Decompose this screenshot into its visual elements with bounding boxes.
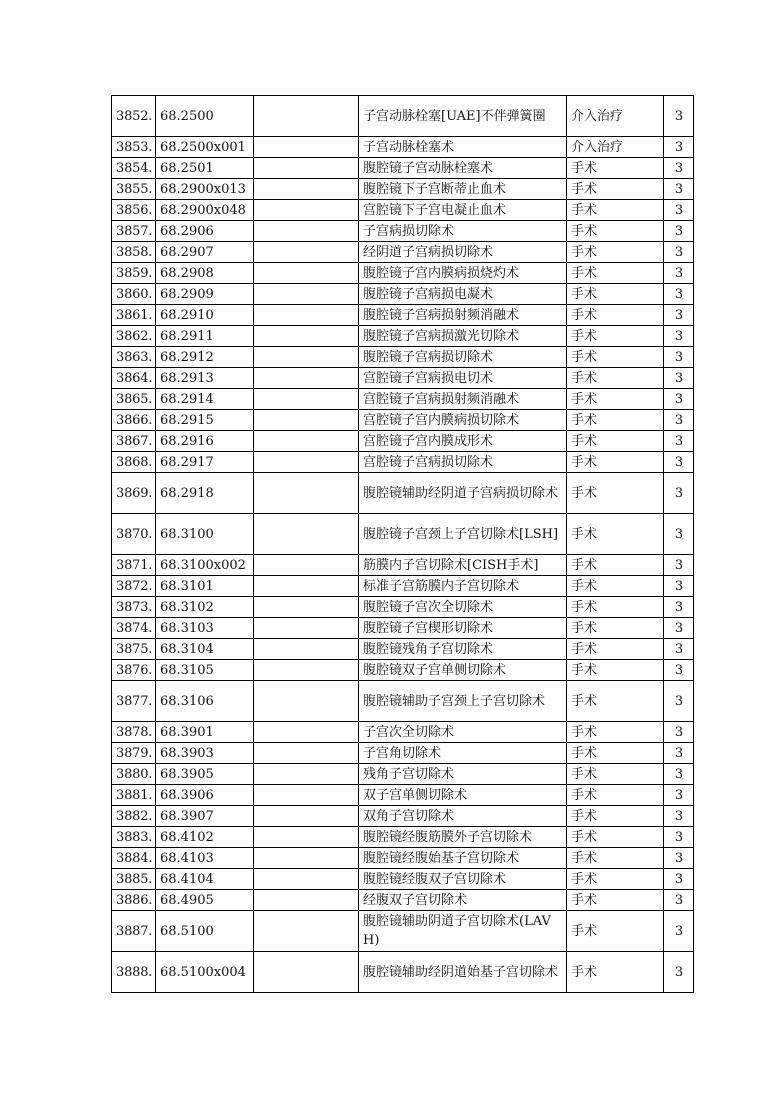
- procedure-code-cell: 68.3104: [156, 639, 254, 660]
- procedure-code-cell: 68.2900x013: [156, 179, 254, 200]
- procedure-name-cell: 腹腔镜辅助阴道子宫切除术(LAVH): [359, 911, 567, 952]
- extra-code-cell: [254, 431, 359, 452]
- procedure-code-cell: 68.2909: [156, 284, 254, 305]
- procedure-name-cell: 腹腔镜双子宫单侧切除术: [359, 660, 567, 681]
- procedure-code-cell: 68.4102: [156, 827, 254, 848]
- row-number-cell: 3888.: [112, 952, 156, 993]
- procedure-name-cell: 宫腔镜下子宫电凝止血术: [359, 200, 567, 221]
- table-row: [112, 618, 694, 639]
- level-cell: 3: [664, 890, 694, 911]
- level-cell: 3: [664, 785, 694, 806]
- extra-code-cell: [254, 639, 359, 660]
- procedure-name-cell: 腹腔镜经腹始基子宫切除术: [359, 848, 567, 869]
- table-row: [112, 179, 694, 200]
- table-row: [112, 96, 694, 137]
- level-cell: 3: [664, 576, 694, 597]
- level-cell: 3: [664, 158, 694, 179]
- table-row: [112, 827, 694, 848]
- category-cell: 手术: [567, 389, 664, 410]
- category-cell: 手术: [567, 827, 664, 848]
- table-row: [112, 326, 694, 347]
- procedure-code-cell: 68.3907: [156, 806, 254, 827]
- level-cell: 3: [664, 410, 694, 431]
- category-cell: 手术: [567, 158, 664, 179]
- procedure-name-cell: 腹腔镜下子宫断蒂止血术: [359, 179, 567, 200]
- table-row: [112, 952, 694, 993]
- category-cell: 手术: [567, 347, 664, 368]
- procedure-name-cell: 腹腔镜子宫颈上子宫切除术[LSH]: [359, 514, 567, 555]
- category-cell: 手术: [567, 221, 664, 242]
- extra-code-cell: [254, 785, 359, 806]
- procedure-name-cell: 子宫角切除术: [359, 743, 567, 764]
- category-cell: 手术: [567, 473, 664, 514]
- level-cell: 3: [664, 179, 694, 200]
- procedure-name-cell: 宫腔镜子宫内膜成形术: [359, 431, 567, 452]
- procedure-name-cell: 宫腔镜子宫病损切除术: [359, 452, 567, 473]
- level-cell: 3: [664, 200, 694, 221]
- row-number-cell: 3870.: [112, 514, 156, 555]
- category-cell: 手术: [567, 890, 664, 911]
- procedure-name-cell: 腹腔镜子宫动脉栓塞术: [359, 158, 567, 179]
- level-cell: 3: [664, 764, 694, 785]
- extra-code-cell: [254, 743, 359, 764]
- procedure-name-cell: 子宫次全切除术: [359, 722, 567, 743]
- table-row: [112, 869, 694, 890]
- procedure-code-cell: 68.2500: [156, 96, 254, 137]
- level-cell: 3: [664, 305, 694, 326]
- row-number-cell: 3884.: [112, 848, 156, 869]
- procedure-name-cell: 腹腔镜子宫次全切除术: [359, 597, 567, 618]
- procedure-code-cell: 68.3103: [156, 618, 254, 639]
- procedure-code-cell: 68.2917: [156, 452, 254, 473]
- procedure-name-cell: 腹腔镜子宫病损切除术: [359, 347, 567, 368]
- procedure-name-cell: 腹腔镜经腹双子宫切除术: [359, 869, 567, 890]
- row-number-cell: 3853.: [112, 137, 156, 158]
- extra-code-cell: [254, 764, 359, 785]
- procedure-name-cell: 筋膜内子宫切除术[CISH手术]: [359, 555, 567, 576]
- category-cell: 手术: [567, 743, 664, 764]
- level-cell: 3: [664, 618, 694, 639]
- level-cell: 3: [664, 284, 694, 305]
- row-number-cell: 3874.: [112, 618, 156, 639]
- category-cell: 手术: [567, 952, 664, 993]
- extra-code-cell: [254, 911, 359, 952]
- extra-code-cell: [254, 890, 359, 911]
- procedure-code-cell: 68.3100x002: [156, 555, 254, 576]
- level-cell: 3: [664, 952, 694, 993]
- level-cell: 3: [664, 221, 694, 242]
- category-cell: 手术: [567, 263, 664, 284]
- procedure-name-cell: 子宫动脉栓塞术: [359, 137, 567, 158]
- table-row: [112, 806, 694, 827]
- extra-code-cell: [254, 179, 359, 200]
- procedure-code-cell: 68.4104: [156, 869, 254, 890]
- extra-code-cell: [254, 952, 359, 993]
- extra-code-cell: [254, 326, 359, 347]
- row-number-cell: 3877.: [112, 681, 156, 722]
- table-row: [112, 221, 694, 242]
- procedure-name-cell: 宫腔镜子宫病损电切术: [359, 368, 567, 389]
- procedure-name-cell: 标准子宫筋膜内子宫切除术: [359, 576, 567, 597]
- category-cell: 手术: [567, 576, 664, 597]
- procedure-name-cell: 腹腔镜子宫病损射频消融术: [359, 305, 567, 326]
- extra-code-cell: [254, 305, 359, 326]
- level-cell: 3: [664, 326, 694, 347]
- category-cell: 手术: [567, 597, 664, 618]
- row-number-cell: 3867.: [112, 431, 156, 452]
- category-cell: 手术: [567, 681, 664, 722]
- table-body: [112, 96, 694, 993]
- procedure-code-cell: 68.2915: [156, 410, 254, 431]
- level-cell: 3: [664, 347, 694, 368]
- table-row: [112, 389, 694, 410]
- procedure-name-cell: 腹腔镜子宫内膜病损烧灼术: [359, 263, 567, 284]
- row-number-cell: 3862.: [112, 326, 156, 347]
- category-cell: 介入治疗: [567, 137, 664, 158]
- table-row: [112, 555, 694, 576]
- row-number-cell: 3876.: [112, 660, 156, 681]
- procedure-name-cell: 腹腔镜残角子宫切除术: [359, 639, 567, 660]
- category-cell: 手术: [567, 639, 664, 660]
- level-cell: 3: [664, 368, 694, 389]
- level-cell: 3: [664, 452, 694, 473]
- procedure-code-cell: 68.3903: [156, 743, 254, 764]
- category-cell: 手术: [567, 618, 664, 639]
- extra-code-cell: [254, 96, 359, 137]
- extra-code-cell: [254, 158, 359, 179]
- category-cell: 手术: [567, 326, 664, 347]
- table-row: [112, 200, 694, 221]
- extra-code-cell: [254, 221, 359, 242]
- category-cell: 手术: [567, 514, 664, 555]
- table-row: [112, 263, 694, 284]
- level-cell: 3: [664, 473, 694, 514]
- row-number-cell: 3863.: [112, 347, 156, 368]
- procedure-name-cell: 腹腔镜辅助经阴道子宫病损切除术: [359, 473, 567, 514]
- procedure-code-cell: 68.3105: [156, 660, 254, 681]
- procedure-code-cell: 68.2913: [156, 368, 254, 389]
- procedure-code-cell: 68.4103: [156, 848, 254, 869]
- row-number-cell: 3856.: [112, 200, 156, 221]
- table-row: [112, 242, 694, 263]
- extra-code-cell: [254, 389, 359, 410]
- extra-code-cell: [254, 869, 359, 890]
- table-row: [112, 681, 694, 722]
- extra-code-cell: [254, 555, 359, 576]
- category-cell: 手术: [567, 911, 664, 952]
- procedure-code-cell: 68.4905: [156, 890, 254, 911]
- row-number-cell: 3871.: [112, 555, 156, 576]
- extra-code-cell: [254, 681, 359, 722]
- procedure-code-cell: 68.2907: [156, 242, 254, 263]
- row-number-cell: 3860.: [112, 284, 156, 305]
- procedure-name-cell: 腹腔镜辅助经阴道始基子宫切除术: [359, 952, 567, 993]
- row-number-cell: 3882.: [112, 806, 156, 827]
- table-row: [112, 410, 694, 431]
- category-cell: 手术: [567, 785, 664, 806]
- extra-code-cell: [254, 347, 359, 368]
- procedure-code-cell: 68.2911: [156, 326, 254, 347]
- procedure-code-cell: 68.2912: [156, 347, 254, 368]
- level-cell: 3: [664, 722, 694, 743]
- level-cell: 3: [664, 681, 694, 722]
- row-number-cell: 3854.: [112, 158, 156, 179]
- procedure-code-cell: 68.2914: [156, 389, 254, 410]
- procedure-name-cell: 双角子宫切除术: [359, 806, 567, 827]
- table-row: [112, 848, 694, 869]
- level-cell: 3: [664, 555, 694, 576]
- extra-code-cell: [254, 576, 359, 597]
- table-row: [112, 305, 694, 326]
- procedure-code-cell: 68.3101: [156, 576, 254, 597]
- level-cell: 3: [664, 242, 694, 263]
- level-cell: 3: [664, 263, 694, 284]
- table-row: [112, 722, 694, 743]
- procedure-code-cell: 68.3905: [156, 764, 254, 785]
- level-cell: 3: [664, 911, 694, 952]
- procedure-name-cell: 腹腔镜子宫病损激光切除术: [359, 326, 567, 347]
- row-number-cell: 3879.: [112, 743, 156, 764]
- procedure-code-cell: 68.2906: [156, 221, 254, 242]
- procedure-name-cell: 经阴道子宫病损切除术: [359, 242, 567, 263]
- table-row: [112, 890, 694, 911]
- procedure-name-cell: 子宫动脉栓塞[UAE]不伴弹簧圈: [359, 96, 567, 137]
- procedure-name-cell: 腹腔镜子宫病损电凝术: [359, 284, 567, 305]
- row-number-cell: 3857.: [112, 221, 156, 242]
- level-cell: 3: [664, 639, 694, 660]
- category-cell: 手术: [567, 452, 664, 473]
- table-row: [112, 911, 694, 952]
- level-cell: 3: [664, 431, 694, 452]
- table-row: [112, 660, 694, 681]
- level-cell: 3: [664, 389, 694, 410]
- procedure-code-cell: 68.2500x001: [156, 137, 254, 158]
- category-cell: 介入治疗: [567, 96, 664, 137]
- table-row: [112, 158, 694, 179]
- extra-code-cell: [254, 410, 359, 431]
- extra-code-cell: [254, 242, 359, 263]
- extra-code-cell: [254, 618, 359, 639]
- table-row: [112, 473, 694, 514]
- category-cell: 手术: [567, 410, 664, 431]
- row-number-cell: 3875.: [112, 639, 156, 660]
- procedure-code-cell: 68.3106: [156, 681, 254, 722]
- row-number-cell: 3886.: [112, 890, 156, 911]
- row-number-cell: 3866.: [112, 410, 156, 431]
- table-row: [112, 764, 694, 785]
- table-row: [112, 347, 694, 368]
- extra-code-cell: [254, 368, 359, 389]
- table-row: [112, 368, 694, 389]
- procedure-name-cell: 经腹双子宫切除术: [359, 890, 567, 911]
- extra-code-cell: [254, 452, 359, 473]
- row-number-cell: 3859.: [112, 263, 156, 284]
- procedure-name-cell: 残角子宫切除术: [359, 764, 567, 785]
- category-cell: 手术: [567, 764, 664, 785]
- extra-code-cell: [254, 806, 359, 827]
- row-number-cell: 3865.: [112, 389, 156, 410]
- procedure-name-cell: 腹腔镜经腹筋膜外子宫切除术: [359, 827, 567, 848]
- category-cell: 手术: [567, 660, 664, 681]
- row-number-cell: 3885.: [112, 869, 156, 890]
- category-cell: 手术: [567, 305, 664, 326]
- level-cell: 3: [664, 96, 694, 137]
- level-cell: 3: [664, 869, 694, 890]
- row-number-cell: 3858.: [112, 242, 156, 263]
- table-row: [112, 597, 694, 618]
- level-cell: 3: [664, 137, 694, 158]
- procedure-code-cell: 68.2918: [156, 473, 254, 514]
- extra-code-cell: [254, 722, 359, 743]
- procedure-code-cell: 68.3100: [156, 514, 254, 555]
- procedure-name-cell: 腹腔镜子宫楔形切除术: [359, 618, 567, 639]
- row-number-cell: 3868.: [112, 452, 156, 473]
- category-cell: 手术: [567, 431, 664, 452]
- category-cell: 手术: [567, 848, 664, 869]
- table-row: [112, 137, 694, 158]
- extra-code-cell: [254, 848, 359, 869]
- procedure-code-cell: 68.3906: [156, 785, 254, 806]
- row-number-cell: 3855.: [112, 179, 156, 200]
- procedure-name-cell: 宫腔镜子宫内膜病损切除术: [359, 410, 567, 431]
- level-cell: 3: [664, 848, 694, 869]
- level-cell: 3: [664, 597, 694, 618]
- table-row: [112, 785, 694, 806]
- row-number-cell: 3878.: [112, 722, 156, 743]
- row-number-cell: 3880.: [112, 764, 156, 785]
- level-cell: 3: [664, 514, 694, 555]
- category-cell: 手术: [567, 869, 664, 890]
- table-row: [112, 284, 694, 305]
- extra-code-cell: [254, 660, 359, 681]
- row-number-cell: 3872.: [112, 576, 156, 597]
- procedure-code-cell: 68.2908: [156, 263, 254, 284]
- procedure-code-cell: 68.2501: [156, 158, 254, 179]
- extra-code-cell: [254, 597, 359, 618]
- row-number-cell: 3864.: [112, 368, 156, 389]
- row-number-cell: 3861.: [112, 305, 156, 326]
- category-cell: 手术: [567, 242, 664, 263]
- category-cell: 手术: [567, 555, 664, 576]
- procedure-name-cell: 双子宫单侧切除术: [359, 785, 567, 806]
- extra-code-cell: [254, 263, 359, 284]
- table-row: [112, 514, 694, 555]
- category-cell: 手术: [567, 722, 664, 743]
- level-cell: 3: [664, 743, 694, 764]
- procedure-code-cell: 68.2916: [156, 431, 254, 452]
- table-row: [112, 639, 694, 660]
- table-row: [112, 452, 694, 473]
- level-cell: 3: [664, 806, 694, 827]
- level-cell: 3: [664, 660, 694, 681]
- extra-code-cell: [254, 137, 359, 158]
- row-number-cell: 3883.: [112, 827, 156, 848]
- extra-code-cell: [254, 514, 359, 555]
- procedure-table: [111, 95, 694, 993]
- row-number-cell: 3881.: [112, 785, 156, 806]
- procedure-code-cell: 68.3901: [156, 722, 254, 743]
- level-cell: 3: [664, 827, 694, 848]
- row-number-cell: 3869.: [112, 473, 156, 514]
- row-number-cell: 3852.: [112, 96, 156, 137]
- procedure-code-cell: 68.2910: [156, 305, 254, 326]
- procedure-code-cell: 68.5100: [156, 911, 254, 952]
- extra-code-cell: [254, 473, 359, 514]
- category-cell: 手术: [567, 368, 664, 389]
- table-row: [112, 576, 694, 597]
- extra-code-cell: [254, 284, 359, 305]
- extra-code-cell: [254, 827, 359, 848]
- row-number-cell: 3887.: [112, 911, 156, 952]
- category-cell: 手术: [567, 806, 664, 827]
- category-cell: 手术: [567, 179, 664, 200]
- procedure-code-cell: 68.2900x048: [156, 200, 254, 221]
- procedure-code-cell: 68.3102: [156, 597, 254, 618]
- procedure-name-cell: 子宫病损切除术: [359, 221, 567, 242]
- category-cell: 手术: [567, 284, 664, 305]
- procedure-code-cell: 68.5100x004: [156, 952, 254, 993]
- procedure-name-cell: 宫腔镜子宫病损射频消融术: [359, 389, 567, 410]
- table-row: [112, 431, 694, 452]
- category-cell: 手术: [567, 200, 664, 221]
- table-row: [112, 743, 694, 764]
- extra-code-cell: [254, 200, 359, 221]
- row-number-cell: 3873.: [112, 597, 156, 618]
- procedure-name-cell: 腹腔镜辅助子宫颈上子宫切除术: [359, 681, 567, 722]
